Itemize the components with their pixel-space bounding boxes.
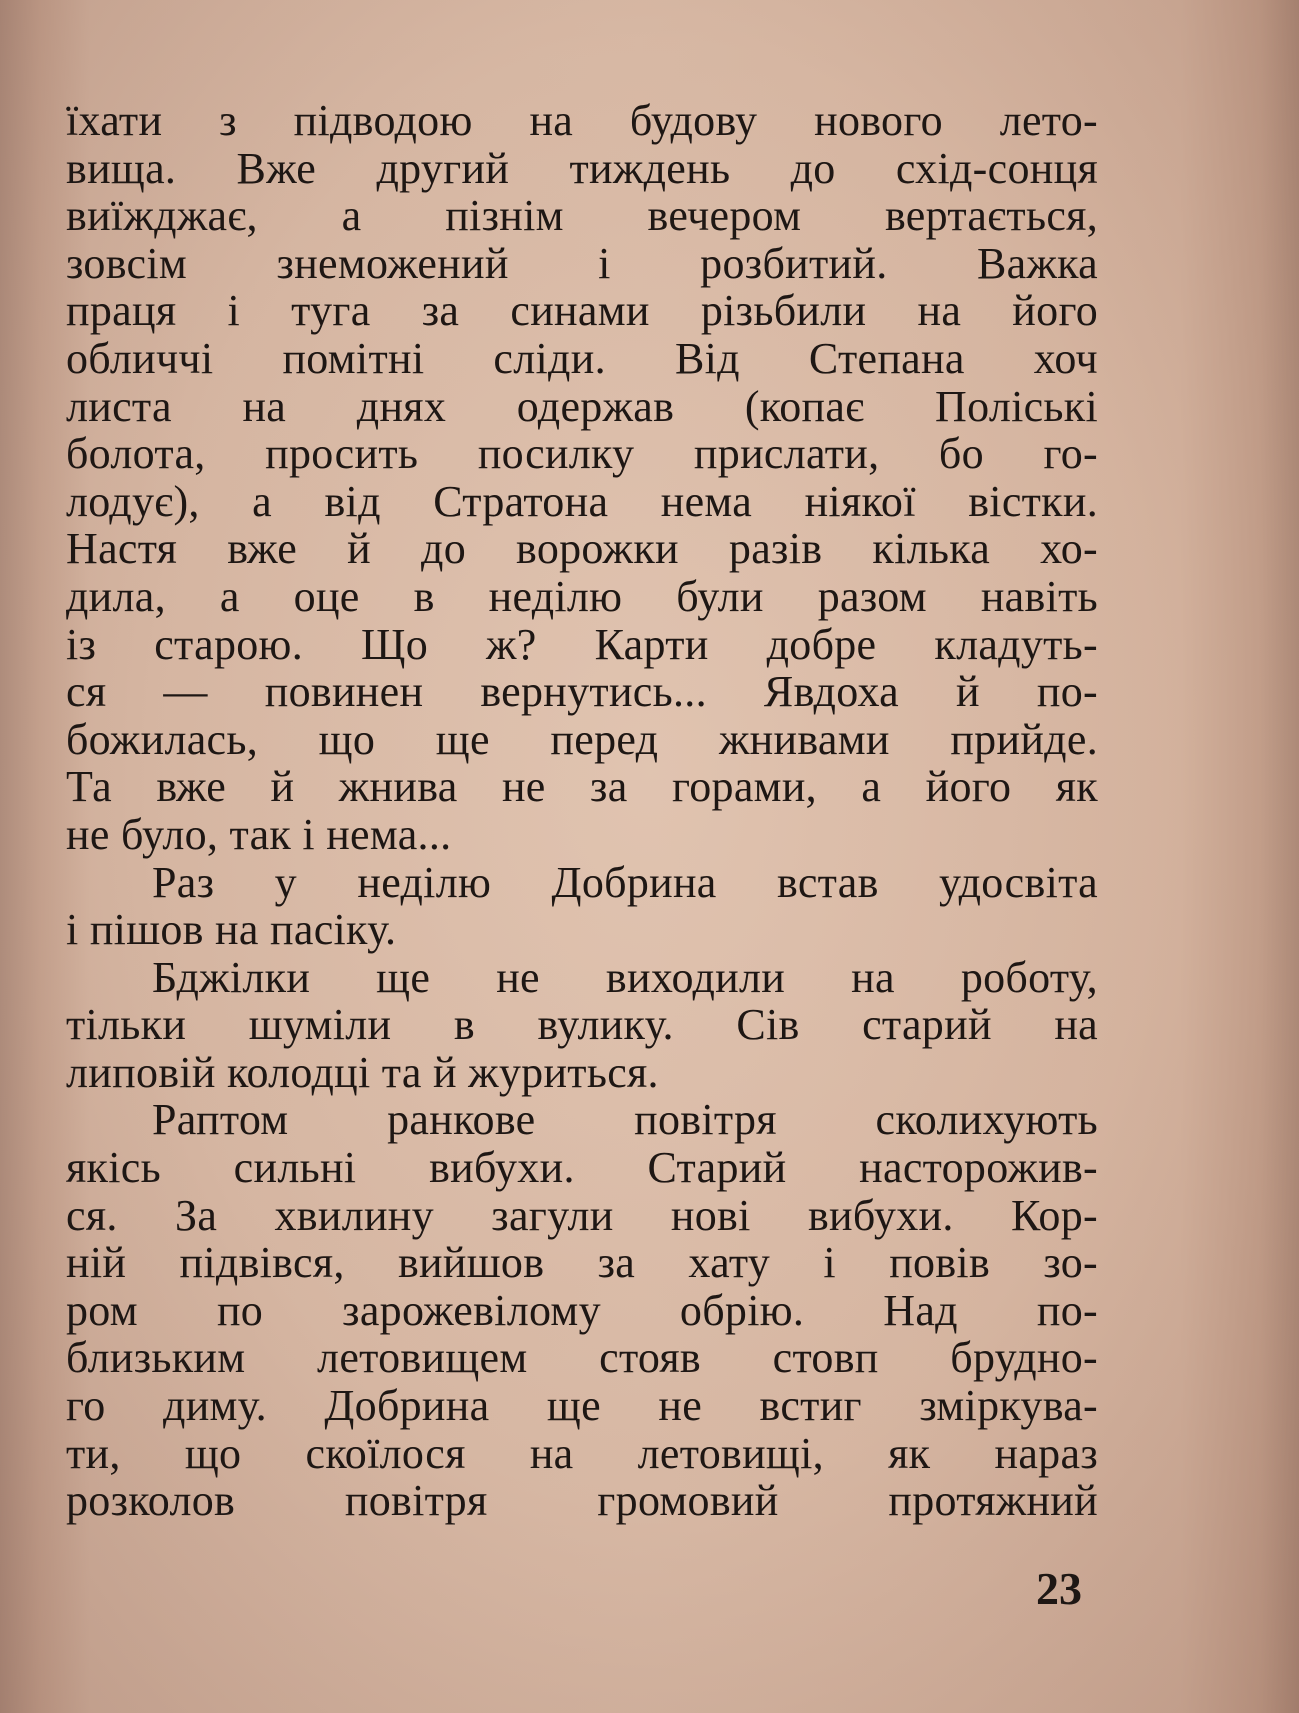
text-line: ром по зарожевілому обрію. Над по- (66, 1285, 1098, 1335)
text-line: праця і туга за синами різьбили на його (66, 286, 1098, 336)
text-line: Бджілки ще не виходили на роботу, (152, 952, 1098, 1002)
text-line: Настя вже й до ворожки разів кілька хо- (66, 524, 1098, 574)
text-line: ся. За хвилину загули нові вибухи. Кор- (66, 1190, 1098, 1240)
text-line: не було, так і нема... (66, 809, 452, 859)
text-line: липовій колодці та й журиться. (66, 1047, 659, 1097)
text-line: ній підвівся, вийшов за хату і повів зо- (66, 1238, 1098, 1288)
text-line: ти, що скоїлося на летовищі, як нараз (66, 1428, 1098, 1478)
text-line: тільки шуміли в вулику. Сів старий на (66, 1000, 1098, 1050)
text-line: болота, просить посилку прислати, бо го- (66, 429, 1098, 479)
text-line: Раз у неділю Добрина встав удосвіта (152, 857, 1098, 907)
text-line: вища. Вже другий тиждень до схід-сонця (66, 143, 1098, 193)
text-line: го диму. Добрина ще не встиг зміркува- (66, 1381, 1098, 1431)
text-line: і пішов на пасіку. (66, 905, 397, 955)
text-line: Та вже й жнива не за горами, а його як (66, 762, 1098, 812)
text-line: обличчі помітні сліди. Від Степана хоч (66, 333, 1098, 383)
text-line: якісь сильні вибухи. Старий насторожив- (66, 1143, 1098, 1193)
text-line: зовсім знеможений і розбитий. Важка (66, 238, 1098, 288)
text-line: ся — повинен вернутись... Явдоха й по- (66, 667, 1098, 717)
text-line: дила, а оце в неділю були разом навіть (66, 571, 1098, 621)
text-line: розколов повітря громовий протяжний (66, 1476, 1098, 1526)
text-line: виїжджає, а пізнім вечером вертається, (66, 191, 1098, 241)
text-line: близьким летовищем стояв стовп брудно- (66, 1333, 1098, 1383)
body-text (66, 97, 1098, 1525)
page-number: 23 (1036, 1563, 1082, 1614)
text-line: із старою. Що ж? Карти добре кладуть- (66, 619, 1098, 669)
text-line: лодує), а від Стратона нема ніякої вістки. (66, 476, 1098, 526)
text-line: листа на днях одержав (копає Поліські (66, 381, 1098, 431)
text-line: божилась, що ще перед жнивами прийде. (66, 714, 1098, 764)
text-line: їхати з підводою на будову нового лето- (66, 96, 1098, 145)
text-line: Раптом ранкове повітря сколихують (152, 1095, 1098, 1145)
